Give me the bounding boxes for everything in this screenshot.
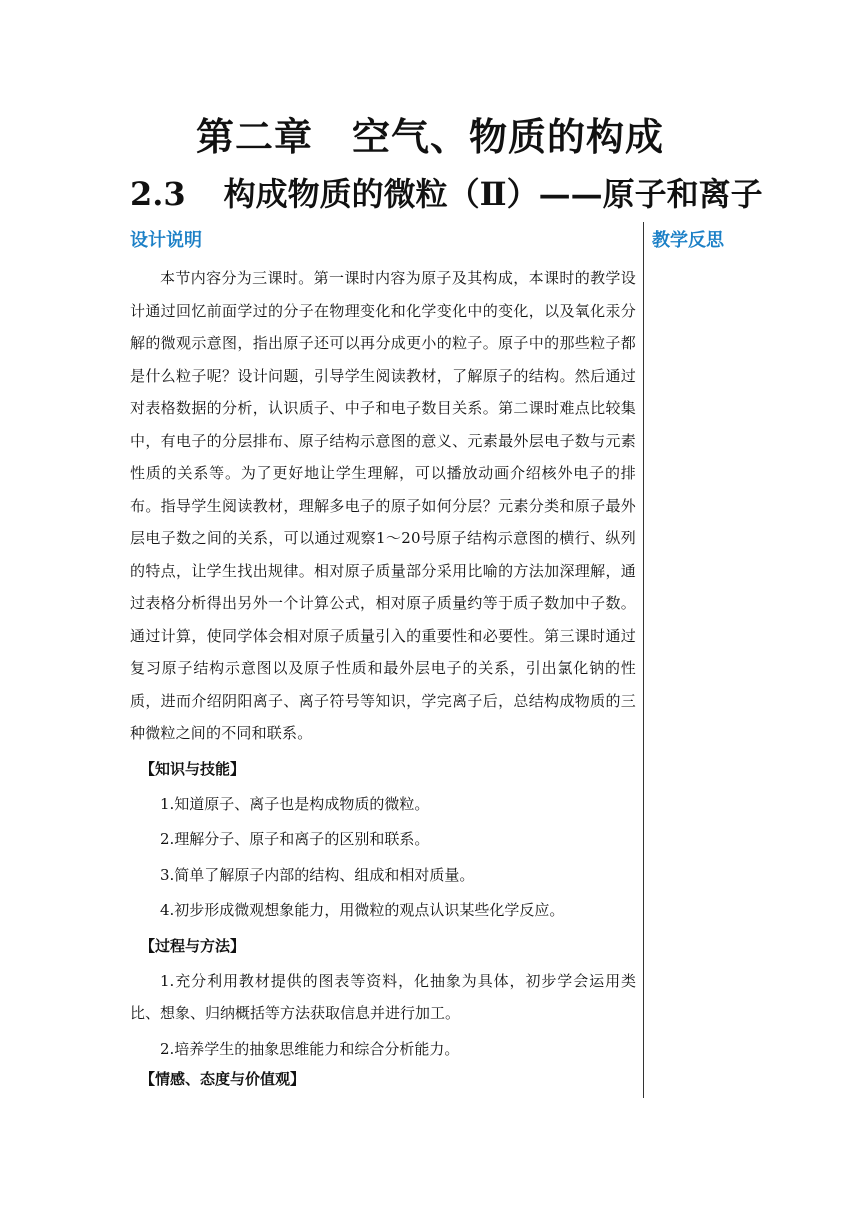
process-methods-heading: 【过程与方法】 — [140, 936, 246, 955]
section-number: 2.3 — [130, 175, 186, 213]
teaching-reflection-heading: 教学反思 — [652, 230, 724, 251]
list-item: 2.培养学生的抽象思维能力和综合分析能力。 — [160, 1039, 460, 1058]
design-notes-heading: 设计说明 — [130, 230, 202, 251]
section-title — [130, 172, 763, 216]
knowledge-skills-heading: 【知识与技能】 — [140, 759, 246, 778]
list-item: 4.初步形成微观想象能力，用微粒的观点认识某些化学反应。 — [160, 901, 565, 919]
list-item: 2.理解分子、原子和离子的区别和联系。 — [160, 830, 430, 848]
list-item: 3.简单了解原子内部的结构、组成和相对质量。 — [160, 865, 475, 884]
attitude-values-heading: 【情感、态度与价值观】 — [140, 1070, 306, 1088]
process-methods-list — [130, 965, 636, 1066]
knowledge-skills-list — [130, 788, 636, 927]
column-divider — [643, 222, 644, 1098]
design-notes-paragraph: 本节内容分为三课时。第一课时内容为原子及其构成，本课时的教学设计通过回忆前面学过的分子在物理变化和化学变化中的变化，以及氧化汞分解的微观示意图，指出原子还可以再分成更小的粒子。原子中的那些粒子都是什么粒子呢？设计问题，引导学生阅读教材，了解原子的结构。然后通过对表格数据的分析，认识质子、中子和电子数目关系。第二课时难点比较集中，有电子的分层排布、原子结构示意图的意义、元素最外层电子数与元素性质的关系等。为了更好地让学生理解，可以播放动画介绍核外电子的排布。指导学生阅读教材，理解多电子的原子如何分层？元素分类和原子最外层电子数之间的关系，可以通过观察1～20号原子结构示意图的横行、纵列的特点，让学生找出规律。相对原子质量部分采用比喻的方法加深理解，通过表格分析得出另外一个计算公式，相对原子质量约等于质子数加中子数。通过计算，使同学体会相对原子质量引入的重要性和必要性。第三课时通过复习原子结构示意图以及原子性质和最外层电子的关系，引出氯化钠的性质，进而介绍阴阳离子、离子符号等知识，学完离子后，总结构成物质的三种微粒之间的不同和联系。 — [130, 269, 636, 742]
list-item: 1.知道原子、离子也是构成物质的微粒。 — [160, 794, 430, 813]
chapter-title: 第二章 空气、物质的构成 — [195, 114, 664, 159]
section-title-text: 构成物质的微粒（Ⅱ）——原子和离子 — [223, 175, 763, 213]
list-item: 1.充分利用教材提供的图表等资料，化抽象为具体，初步学会运用类比、想象、归纳概括等方法获取信息并进行加工。 — [130, 971, 636, 1022]
side-column — [652, 226, 752, 256]
main-column — [130, 226, 636, 1094]
